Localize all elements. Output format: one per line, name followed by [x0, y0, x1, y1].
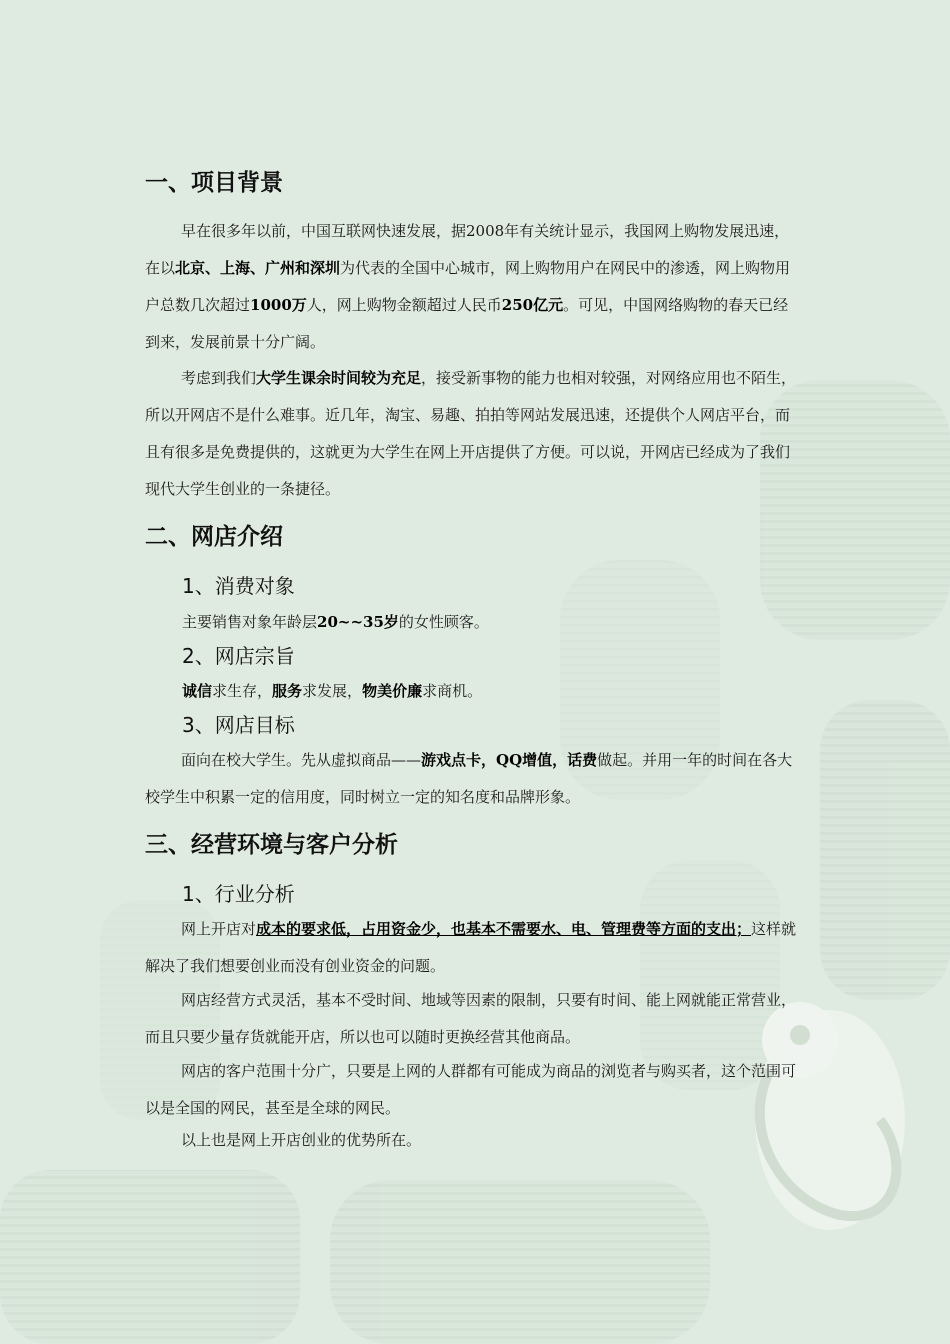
- bold-cities: 北京、上海、广州和深圳: [175, 259, 341, 277]
- text: 做起。并用一年的时间在各大校学生中积累一定的信用度，同时树立一定的知名度和品牌形象。: [145, 751, 793, 806]
- text: 网上开店对: [181, 920, 257, 938]
- text: 为代表的全国中心城市，网上购物用户在网民中的渗透，网上购物用户总数几次超过: [145, 259, 791, 314]
- industry-paragraph-4: [145, 1122, 801, 1159]
- industry-paragraph-2: [145, 982, 801, 1056]
- subsection-title-purpose: 2、网店宗旨: [182, 644, 295, 668]
- industry-paragraph-3: [145, 1053, 801, 1127]
- text: 这样就解决了我们想要创业而没有创业资金的问题。: [145, 920, 797, 975]
- text: 面向在校大学生。先从虚拟商品——: [181, 751, 422, 769]
- text: 网店的客户范围十分广，只要是上网的人群都有可能成为商品的浏览者与购买者，这个范围可以是全国的网民，甚至是全球的网民。: [145, 1062, 797, 1117]
- text: 求商机。: [422, 682, 483, 700]
- consumers-text: [182, 611, 489, 633]
- text: ，接受新事物的能力也相对较强，对网络应用也不陌生，所以开网店不是什么难事。近几年，淘宝、易趣、拍拍等网站发展迅速，还提供个人网店平台，而且有很多是免费提供的，这就更为大学生在网上开店提供了方便。可以说，开网店已经成为了我们现代大学生创业的一条捷径。: [145, 369, 797, 498]
- goals-text: [145, 742, 801, 816]
- purpose-text: [182, 680, 482, 702]
- text: 早在很多年以前，中国互联网快速发展，据2008年有关统计显示，我国网上购物发展迅速，在以: [145, 222, 790, 277]
- bold-users: 1000万: [250, 296, 307, 314]
- bold-amount: 250亿元: [501, 296, 564, 314]
- underlined-costs: 成本的要求低，占用资金少，也基本不需要水、电、管理费等方面的支出；: [256, 920, 752, 938]
- section-title-background: 一、项目背景: [145, 170, 283, 196]
- section-title-shop-intro: 二、网店介绍: [145, 524, 283, 550]
- text: 。可见，中国网络购物的春天已经到来，发展前景十分广阔。: [145, 296, 789, 351]
- industry-paragraph-1: [145, 911, 801, 985]
- subsection-title-industry: 1、行业分析: [182, 882, 295, 906]
- bold-value: 物美价廉: [362, 682, 423, 700]
- text: 网店经营方式灵活，基本不受时间、地域等因素的限制，只要有时间、能上网就能正常营业，而且只要少量存货就能开店，所以也可以随时更换经营其他商品。: [145, 991, 797, 1046]
- subsection-title-consumers: 1、消费对象: [182, 574, 295, 598]
- bold-age: 20~~35岁: [317, 613, 399, 631]
- text: 以上也是网上开店创业的优势所在。: [181, 1131, 422, 1149]
- paragraph-background-2: [145, 360, 801, 508]
- bold-products: 游戏点卡，QQ增值，话费: [421, 751, 598, 769]
- bold-service: 服务: [272, 682, 303, 700]
- text: 求生存，: [212, 682, 273, 700]
- text: 考虑到我们: [181, 369, 257, 387]
- bold-free-time: 大学生课余时间较为充足: [256, 369, 422, 387]
- section-title-environment: 三、经营环境与客户分析: [145, 832, 398, 858]
- text: 人，网上购物金额超过人民币: [306, 296, 502, 314]
- paragraph-background-1: [145, 213, 801, 361]
- text: 主要销售对象年龄层: [182, 613, 318, 631]
- subsection-title-goals: 3、网店目标: [182, 713, 295, 737]
- bold-integrity: 诚信: [182, 682, 213, 700]
- text: 的女性顾客。: [398, 613, 489, 631]
- text: 求发展，: [302, 682, 363, 700]
